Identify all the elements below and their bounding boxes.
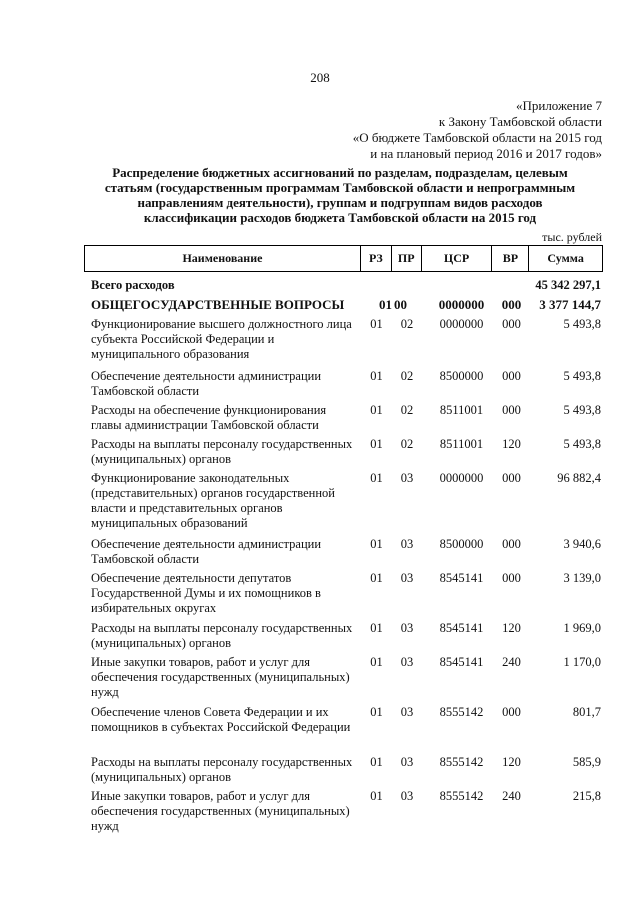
table-row [84, 297, 603, 317]
cell-sum: 801,7 [572, 705, 601, 719]
appendix-line: и на плановый период 2016 и 2017 годов» [370, 146, 602, 161]
cell-vr: 000 [502, 571, 521, 585]
table-body [84, 278, 603, 839]
appendix-line: «Приложение 7 [515, 98, 602, 113]
cell-name: Расходы на выплаты персоналу государственных (муниципальных) органов [91, 437, 353, 466]
cell-csr: 8500000 [439, 537, 484, 551]
cell-rz: 01 [370, 537, 383, 551]
cell-pr: 03 [400, 705, 414, 719]
cell-name: ОБЩЕГОСУДАРСТВЕННЫЕ ВОПРОСЫ [91, 297, 345, 312]
appendix-heading [353, 98, 602, 162]
cell-rz [361, 278, 392, 297]
cell-pr: 03 [400, 755, 414, 769]
cell-vr [493, 278, 530, 297]
cell-csr: 0000000 [439, 471, 484, 485]
cell-sum: 96 882,4 [557, 471, 601, 485]
header-vr: ВР [492, 246, 529, 271]
cell-sum: 3 139,0 [563, 571, 601, 585]
cell-csr: 8545141 [439, 655, 484, 669]
cell-vr: 120 [502, 621, 521, 635]
header-name: Наименование [85, 246, 361, 271]
cell-pr: 03 [400, 537, 414, 551]
cell-rz: 01 [370, 571, 383, 585]
cell-vr: 000 [502, 471, 521, 485]
cell-rz: 01 [370, 789, 383, 803]
cell-name: Расходы на выплаты персоналу государственных (муниципальных) органов [91, 755, 353, 784]
cell-sum: 5 493,8 [563, 437, 601, 451]
table-row [84, 655, 603, 705]
cell-vr: 000 [502, 403, 521, 417]
cell-rz: 01 [370, 621, 383, 635]
appendix-line: к Закону Тамбовской области [438, 114, 602, 129]
cell-vr: 000 [502, 317, 521, 331]
cell-csr: 8500000 [439, 369, 484, 383]
cell-pr [392, 278, 422, 297]
cell-rz: 01 [370, 403, 383, 417]
table-row [84, 621, 603, 655]
cell-name: Иные закупки товаров, работ и услуг для обеспечения государственных (муниципальных) нужд [91, 655, 350, 699]
cell-name: Функционирование законодательных (представительных) органов государственной власти и представительных органов муниципальных образований [91, 471, 335, 530]
units-label: тыс. рублей [542, 230, 602, 244]
cell-vr: 000 [502, 705, 521, 719]
cell-csr: 0000000 [438, 297, 485, 312]
cell-vr: 240 [502, 789, 521, 803]
table-row [84, 705, 603, 755]
cell-vr: 120 [502, 437, 521, 451]
page-number: 208 [310, 70, 330, 85]
cell-pr: 02 [400, 437, 414, 451]
table-row [84, 317, 603, 369]
cell-name: Обеспечение деятельности депутатов Государственной Думы и их помощников в избирательных округах [91, 571, 321, 615]
cell-csr: 8511001 [439, 403, 484, 417]
cell-rz: 01 [370, 755, 383, 769]
table-row [84, 789, 603, 839]
cell-sum: 3 377 144,7 [539, 297, 601, 312]
cell-pr: 03 [400, 471, 414, 485]
table-row [84, 755, 603, 789]
cell-sum: 5 493,8 [563, 403, 601, 417]
cell-name: Расходы на выплаты персоналу государственных (муниципальных) органов [91, 621, 353, 650]
cell-pr: 00 [394, 297, 407, 312]
cell-name: Функционирование высшего должностного лица субъекта Российской Федерации и муниципального образования [91, 317, 352, 361]
cell-pr: 02 [400, 317, 414, 331]
document-title [70, 165, 610, 225]
cell-csr: 8545141 [439, 621, 484, 635]
cell-sum: 3 940,6 [563, 537, 601, 551]
cell-pr: 02 [400, 403, 414, 417]
table-row [84, 403, 603, 437]
cell-sum: 215,8 [572, 789, 601, 803]
cell-name: Обеспечение деятельности администрации Тамбовской области [91, 537, 322, 566]
cell-csr: 8545141 [439, 571, 484, 585]
cell-csr: 8511001 [439, 437, 484, 451]
cell-rz: 01 [370, 471, 383, 485]
cell-sum: 1 969,0 [563, 621, 601, 635]
cell-pr: 03 [400, 571, 414, 585]
cell-csr: 8555142 [439, 755, 484, 769]
title-line: Распределение бюджетных ассигнований по разделам, подразделам, целевым [112, 165, 568, 180]
table-row [84, 278, 603, 297]
cell-sum: 1 170,0 [563, 655, 601, 669]
cell-name: Расходы на обеспечение функционирования главы администрации Тамбовской области [91, 403, 327, 432]
title-line: статьям (государственным программам Тамбовской области и непрограммным [104, 180, 576, 195]
cell-name: Иные закупки товаров, работ и услуг для обеспечения государственных (муниципальных) нужд [91, 789, 350, 833]
header-csr: ЦСР [422, 246, 493, 271]
cell-sum: 585,9 [572, 755, 601, 769]
cell-vr: 120 [502, 755, 521, 769]
cell-rz: 01 [370, 317, 383, 331]
appendix-line: «О бюджете Тамбовской области на 2015 год [352, 130, 602, 145]
table-row [84, 471, 603, 537]
cell-vr: 000 [501, 297, 522, 312]
cell-rz: 01 [370, 437, 383, 451]
cell-pr: 02 [400, 369, 414, 383]
cell-sum: 5 493,8 [563, 317, 601, 331]
cell-sum: 45 342 297,1 [535, 278, 601, 292]
cell-csr: 8555142 [439, 789, 484, 803]
cell-rz: 01 [370, 369, 383, 383]
cell-csr: 0000000 [439, 317, 484, 331]
table-row [84, 537, 603, 571]
cell-vr: 240 [502, 655, 521, 669]
cell-pr: 03 [400, 621, 414, 635]
header-rz: РЗ [361, 246, 392, 271]
cell-name: Обеспечение деятельности администрации Тамбовской области [91, 369, 322, 398]
title-line: классификации расходов бюджета Тамбовской области на 2015 год [143, 210, 537, 225]
cell-vr: 000 [502, 537, 521, 551]
header-pr: ПР [392, 246, 422, 271]
cell-sum: 5 493,8 [563, 369, 601, 383]
table-header [84, 245, 603, 272]
table-row [84, 571, 603, 621]
title-line: направлениям деятельности), группам и подгруппам видов расходов [137, 195, 543, 210]
cell-rz: 01 [370, 655, 383, 669]
cell-vr: 000 [502, 369, 521, 383]
table-row [84, 437, 603, 471]
cell-pr: 03 [400, 789, 414, 803]
cell-pr: 03 [400, 655, 414, 669]
cell-name: Обеспечение членов Совета Федерации и их помощников в субъектах Российской Федерации [91, 705, 351, 734]
cell-rz: 01 [379, 297, 392, 312]
cell-name: Всего расходов [91, 278, 175, 292]
header-sum: Сумма [547, 251, 584, 265]
cell-csr [422, 278, 493, 297]
cell-csr: 8555142 [439, 705, 484, 719]
table-row [84, 369, 603, 403]
cell-rz: 01 [370, 705, 383, 719]
